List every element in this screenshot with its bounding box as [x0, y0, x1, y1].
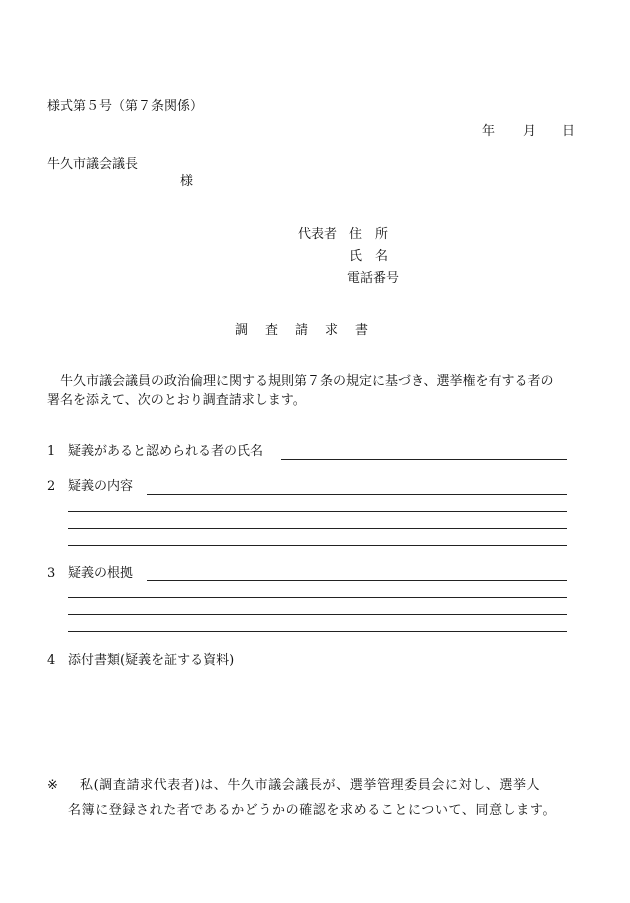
- item-label-2: 疑義の内容: [68, 479, 134, 494]
- item-number-2: 2: [47, 479, 56, 494]
- item-2-answer-line[interactable]: [68, 545, 567, 546]
- item-1-answer-line[interactable]: [281, 459, 567, 460]
- item-number-3: 3: [47, 566, 56, 581]
- item-label-1: 疑義があると認められる者の氏名: [68, 444, 264, 459]
- address-label: 住 所: [349, 227, 389, 242]
- item-3-answer-line[interactable]: [147, 580, 567, 581]
- addressee-honorific: 様: [180, 174, 194, 189]
- document-title: 調 査 請 求 書: [235, 323, 371, 338]
- addressee-name: 牛久市議会議長: [47, 157, 139, 172]
- intro-line-1: 牛久市議会議員の政治倫理に関する規則第７条の規定に基づき、選挙権を有する者の: [47, 374, 554, 389]
- item-number-4: 4: [47, 653, 56, 668]
- note-line-1: 私(調査請求代表者)は、牛久市議会議長が、選挙管理委員会に対し、選挙人: [80, 778, 541, 793]
- item-label-3: 疑義の根拠: [68, 566, 134, 581]
- form-number: 様式第５号（第７条関係）: [47, 99, 204, 114]
- name-label: 氏 名: [349, 249, 389, 264]
- item-3-answer-line[interactable]: [68, 631, 567, 632]
- item-label-4: 添付書類(疑義を証する資料): [68, 653, 235, 668]
- item-2-answer-line[interactable]: [147, 494, 567, 495]
- item-3-answer-line[interactable]: [68, 614, 567, 615]
- item-2-answer-line[interactable]: [68, 528, 567, 529]
- phone-label: 電話番号: [347, 271, 400, 286]
- date-month-label: 月: [523, 124, 537, 139]
- date-year-label: 年: [482, 124, 496, 139]
- note-line-2: 名簿に登録された者であるかどうかの確認を求めることについて、同意します。: [68, 803, 557, 818]
- item-2-answer-line[interactable]: [68, 511, 567, 512]
- intro-line-2: 署名を添えて、次のとおり調査請求します。: [47, 393, 306, 408]
- item-number-1: 1: [47, 444, 56, 459]
- item-3-answer-line[interactable]: [68, 597, 567, 598]
- representative-label: 代表者: [298, 227, 338, 242]
- date-day-label: 日: [562, 124, 576, 139]
- note-mark: ※: [47, 778, 58, 793]
